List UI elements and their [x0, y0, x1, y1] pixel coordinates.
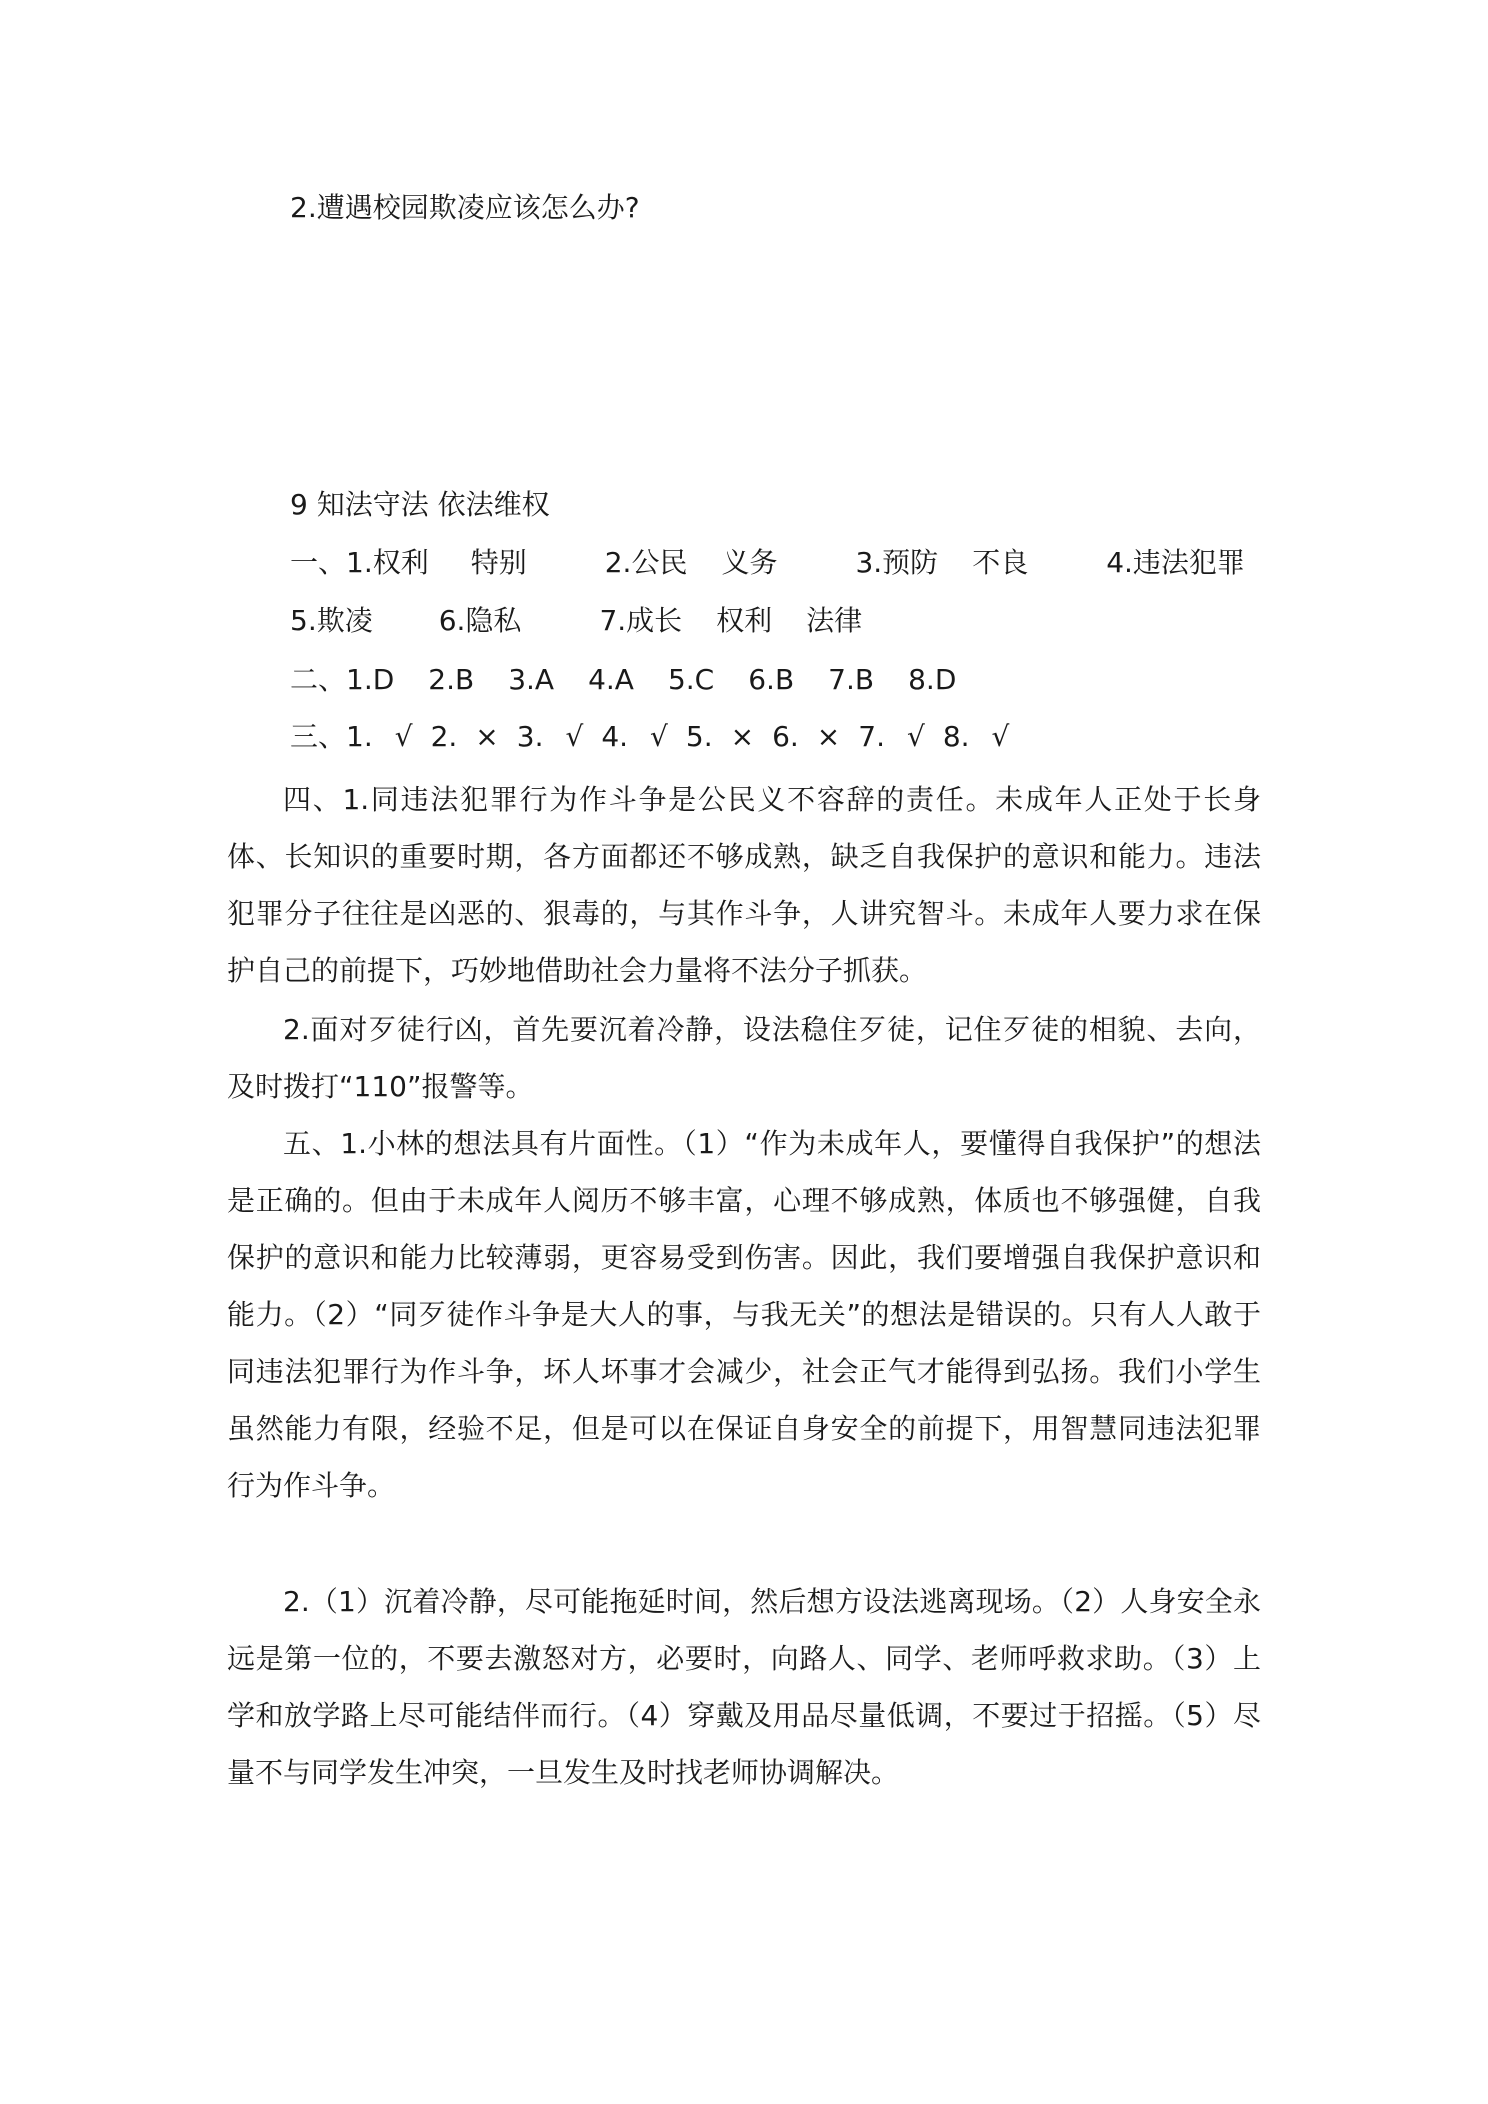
answer-item: 4.违法犯罪 — [1106, 546, 1245, 579]
answer-item: 2.公民 — [604, 546, 688, 579]
answer-mark: √ — [394, 720, 413, 753]
answer-item: 2. — [430, 720, 458, 753]
answer-item: 6.B — [748, 663, 795, 696]
answer-mark: √ — [650, 720, 668, 753]
answer-item: 6.隐私 — [438, 604, 522, 637]
section-title: 9 知法守法 依法维权 — [290, 488, 550, 521]
answer-mark: × — [816, 720, 841, 753]
answer-item: 7.B — [828, 663, 875, 696]
answer-mark: √ — [906, 720, 925, 753]
answer-mark: × — [730, 720, 755, 753]
answer-item: 4.A — [588, 663, 634, 696]
paragraph-part4-1: 四、1.同违法犯罪行为作斗争是公民义不容辞的责任。未成年人正处于长身体、长知识的重要时期，各方面都还不够成熟，缺乏自我保护的意识和能力。违法犯罪分子往往是凶恶的、狠毒的，与其作斗争，人讲究智斗。未成年人要力求在保护自己的前提下，巧妙地借助社会力量将不法分子抓获。 — [227, 783, 1261, 987]
answer-item: 3. — [516, 720, 544, 753]
answer-item: 6. — [772, 720, 799, 753]
answer-item: 特别 — [470, 546, 527, 579]
answer-item: 2.B — [428, 663, 475, 696]
answer-item: 8. — [942, 720, 970, 753]
answer-item: 4. — [601, 720, 629, 753]
answer-item: 8.D — [908, 663, 957, 696]
answer-item: 义务 — [721, 546, 778, 579]
answer-item: 5.C — [667, 663, 715, 696]
paragraph-part5-1: 五、1.小林的想法具有片面性。（1）“作为未成年人，要懂得自我保护”的想法是正确的。但由于未成年人阅历不够丰富，心理不够成熟，体质也不够强健，自我保护的意识和能力比较薄弱，更容易受到伤害。因此，我们要增强自我保护意识和能力。（2）“同歹徒作斗争是大人的事，与我无关”的想法是错误的。只有人人敢于同违法犯罪行为作斗争，坏人坏事才会减少，社会正气才能得到弘扬。我们小学生虽然能力有限，经验不足，但是可以在保证自身安全的前提下，用智慧同违法犯罪行为作斗争。 — [227, 1127, 1261, 1502]
answers-part1-line2 — [290, 601, 862, 641]
answer-item: 7.成长 — [599, 604, 683, 637]
answer-item: 不良 — [972, 546, 1029, 579]
answer-mark: √ — [565, 720, 584, 753]
answer-mark: √ — [991, 720, 1010, 753]
answer-item: 7. — [858, 720, 885, 753]
answer-item: 5. — [685, 720, 713, 753]
question-2: 2.遭遇校园欺凌应该怎么办? — [290, 191, 640, 224]
answer-item: 一、1.权利 — [290, 546, 429, 579]
answer-item: 法律 — [806, 604, 863, 637]
answer-item: 二、1.D — [290, 663, 395, 696]
answers-part3 — [290, 717, 1009, 757]
answer-item: 三、1. — [290, 720, 373, 753]
answer-item: 3.A — [508, 663, 555, 696]
answers-part1-line1 — [290, 543, 1245, 583]
answer-item: 5.欺凌 — [290, 604, 373, 637]
answer-item: 3.预防 — [855, 546, 939, 579]
paragraph-part5-2: 2.（1）沉着冷静，尽可能拖延时间，然后想方设法逃离现场。（2）人身安全永远是第一位的，不要去激怒对方，必要时，向路人、同学、老师呼救求助。（3）上学和放学路上尽可能结伴而行。（4）穿戴及用品尽量低调，不要过于招摇。（5）尽量不与同学发生冲突，一旦发生及时找老师协调解决。 — [227, 1585, 1261, 1789]
answers-part2 — [290, 660, 956, 700]
paragraph-part4-2: 2.面对歹徒行凶，首先要沉着冷静，设法稳住歹徒，记住歹徒的相貌、去向，及时拨打“110”报警等。 — [227, 1013, 1261, 1103]
answer-mark: × — [475, 720, 499, 753]
answer-item: 权利 — [716, 604, 773, 637]
